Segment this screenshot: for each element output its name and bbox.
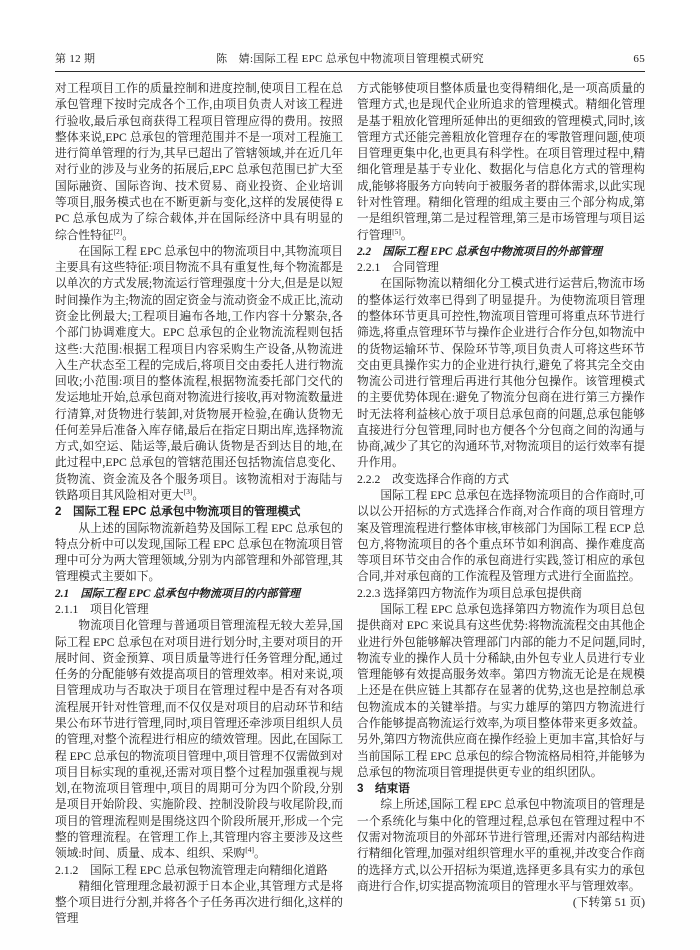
section-heading: 2.1 国际工程 EPC 总承包中物流项目的内部管理 xyxy=(55,587,301,600)
paragraph: 综上所述,国际工程 EPC 总承包中物流项目的管理是一个系统化与集中化的管理过程,总承包在管理过程中不仅需对物流项目的外部环节进行管理,还需对内部结构进行精细化管理,加强对组织管理水平的重视,并改变合作商的选择方式,以公开招标为渠道,选择更多具有实力的承包商进行合作,切实提高物流项目的管理水平与管理效率。 xyxy=(357,798,645,893)
paragraph: 从上述的国际物流新趋势及国际工程 EPC 总承包的特点分析中可以发现,国际工程 EPC 总承包在物流项目管理中可分为两大管理领域,分别为内部管理和外部管理,其管理模式主要如下。 xyxy=(55,521,343,584)
paper-page xyxy=(0,50,700,950)
section-heading: 2.2.2 改变选择合作商的方式 xyxy=(357,472,509,486)
section-heading: 3 结束语 xyxy=(357,782,410,796)
paragraph: 方式能够使项目整体质量也变得精细化,是一项高质量的管理方式,也是现代企业所追求的管理模式。精细化管理是基于粗放化管理所延伸出的更细致的管理模式,同时,该管理方式还能完善粗放化管理存在的零散管理问题,使项目管理更集中化,也更具有科学性。在项目管理过程中,精细化管理是基于专业化、数据化与信息化方式的管理构成,能够将服务方向转向于被服务者的群体需求,以此实现针对性管理。精细化管理的组成主要由三个部分构成,第一是组织管理,第二是过程管理,第三是市场管理与项目运行管理[5]。 xyxy=(357,82,645,242)
section-heading: 2 国际工程 EPC 总承包中物流项目的管理模式 xyxy=(55,505,301,519)
section-heading: 2.2.3 选择第四方物流作为项目总承包提供商 xyxy=(357,586,582,600)
section-heading: 2.2.1 合同管理 xyxy=(357,261,439,275)
header-rule xyxy=(55,71,645,72)
paragraph: 物流项目化管理与普通项目管理流程无较大差异,国际工程 EPC 总承包在对项目进行划分时,主要对项目的开展时间、资金预算、项目质量等进行任务管理分配,通过任务的分配能够有效提高项目的管理效率。相对来说,项目管理成功与否取决于项目在管理过程中是否有对各项流程展开针对性管理,而不仅仅是对项目的启动环节和结果公布环节进行管理,同时,项目管理还牵涉项目组织人员的管理,对整个流程进行相应的绩效管理。因此,在国际工程 EPC 总承包的物流项目管理中,项目管理不仅需做到对项目目标实现的重视,还需对项目整个过程加强重视与规划,在物流项目管理中,项目的周期可分为四个阶段,分别是项目开始阶段、实施阶段、控制没阶段与收尾阶段,而项目的管理流程则是围绕这四个阶段所展开,形成一个完整的管理流程。在管理工作上,其管理内容主要涉及这些领域:时间、质量、成本、组织、采购[4]。 xyxy=(55,619,343,861)
page-number: 65 xyxy=(633,53,645,65)
reference-superscript: [3] xyxy=(183,487,193,497)
journal-issue: 第 12 期 xyxy=(55,53,96,65)
paragraph: 对工程项目工作的质量控制和进度控制,使项目工程在总承包管理下按时完成各个工作,由项目负责人对该工程进行验收,最后承包商获得工程项目管理应得的费用。按照整体来说,EPC 总承包的管理范围并不是一项对工程施工进行简单管理的行为,其早已超出了管辖领域,并在近几年对行业的涉及与业务的拓展后,EPC 总承包范围已扩大至国际融资、国际咨询、技术贸易、商业投资、企业培训等项目,服务模式也在不断更新与变化,这样的发展使得 EPC 总承包成为了综合载体,并在国际经济中具有明显的综合性特征[2]。 xyxy=(55,82,343,242)
reference-superscript: [2] xyxy=(113,226,123,236)
column-left xyxy=(55,81,343,928)
continuation-note: (下转第 51 页) xyxy=(572,896,645,910)
page-header xyxy=(55,50,645,66)
section-heading: 2.1.2 国际工程 EPC 总承包物流管理走向精细化道路 xyxy=(55,863,328,877)
section-heading: 2.1.1 项目化管理 xyxy=(55,603,149,616)
page-content xyxy=(55,81,645,928)
column-right xyxy=(357,81,645,928)
paragraph: 在国际工程 EPC 总承包中的物流项目中,其物流项目主要具有这些特征:项目物流不具有重复性,每个物流都是以单次的方式发展;物流运行管理强度十分大,但是是以短时间操作为主;物流的固定资金与流动资金不成正比,流动资金比例最大;工程项目遍布各地,工作内容十分繁杂,各个部门协调难度大。EPC 总承包的企业物流流程则包括这些:大范围:根据工程项目内容采购生产设备,从物流进入生产状态至工程的完成后,将项目交由委托人进行物流回收;小范围:项目的整体流程,根据物流委托部门交代的发运地址开始,总承包商对物流进行接收,再对物流数量进行清算,对货物进行装卸,对货物展开检验,在确认货物无任何差异后准备入库存储,最后在指定日期出库,选择物流方式,如空运、陆运等,最后确认货物是否到达目的地,在此过程中,EPC 总承包的管辖范围还包括物流信息变化、货物流、资金流及各个服务项目。该物流相对于海陆与铁路项目其风险相对更大[3]。 xyxy=(55,244,343,503)
paragraph: 国际工程 EPC 总承包在选择物流项目的合作商时,可以以公开招标的方式选择合作商,对合作商的项目管理方案及管理流程进行整体审核,审核部门为国际工程 ECP 总包方,将物流项目的各个重点环节如利润高、操作难度高等项目环节交由合作的承包商进行实践,签订相应的承包合同,并对承包商的工作流程及管理方式进行全面监控。 xyxy=(357,489,645,584)
reference-superscript: [5] xyxy=(392,226,401,236)
reference-superscript: [4] xyxy=(245,845,254,855)
paragraph: 精细化管理理念最初源于日本企业,其管理方式是将整个项目进行分割,并将各个子任务再次进行细化,这样的管理 xyxy=(55,879,343,926)
paragraph: 在国际物流以精细化分工模式进行运营后,物流市场的整体运行效率已得到了明显提升。为使物流项目管理的整体环节更具可控性,物流项目管理可将重点环节进行筛选,将重点管理环节与操作企业进行合作分包,如物流中的货物运输环节、保险环节等,项目负责人可将这些环节交由更具操作实力的企业进行执行,避免了将其完全交由物流公司进行管理后再进行其他分包操作。该管理模式的主要优势体现在:避免了物流分包商在进行第三方操作时无法将利益核心放于项目总承包商的问题,总承包能够直接进行分包管理,同时也方便各个分包商之间的沟通与协商,减少了其它的沟通环节,对物流项目的运行效率有提升作用。 xyxy=(357,277,645,470)
running-title: 陈 婧:国际工程 EPC 总承包中物流项目管理模式研究 xyxy=(216,53,484,65)
paragraph: 国际工程 EPC 总承包选择第四方物流作为项目总包提供商对 EPC 来说具有这些优势:将物流流程交由其他企业进行外包能够解决管理部门内部的能力不足问题,同时,物流专业的操作人员十分稀缺,由外包专业人员进行专业管理能够有效提高服务效率。第四方物流无论是在规模上还是在供应链上其都存在显著的优势,这也是控制总承包物流成本的关键举措。与实力雄厚的第四方物流进行合作能够提高物流运行效率,为项目整体带来更多效益。另外,第四方物流供应商在操作经验上更加丰富,其恰好与当前国际工程 EPC 总承包的综合物流格局相符,并能够为总承包的物流项目管理提供更专业的组织团队。 xyxy=(357,603,645,779)
section-heading: 2.2 国际工程 EPC 总承包中物流项目的外部管理 xyxy=(357,245,603,258)
